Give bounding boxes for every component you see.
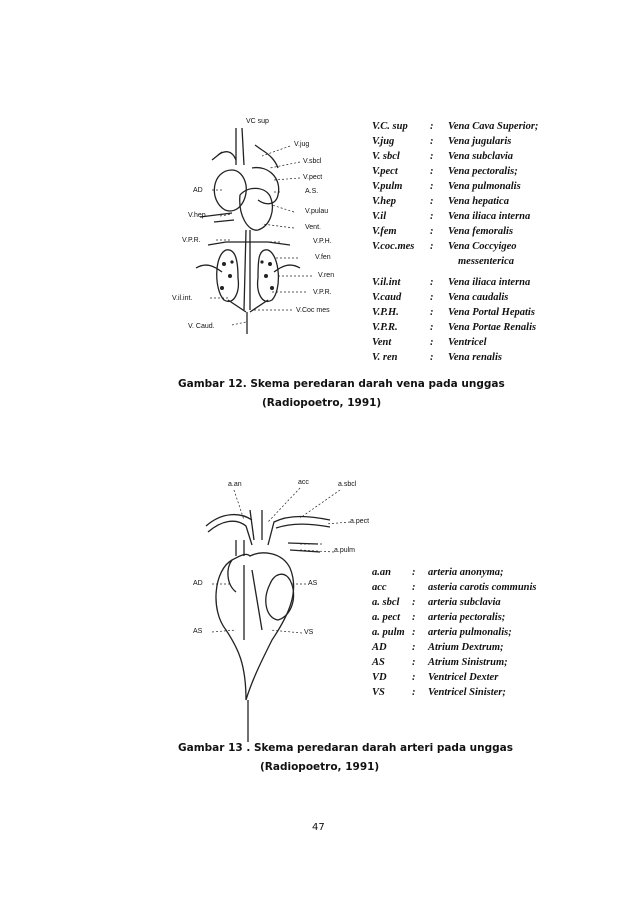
legend-sep: : — [430, 166, 434, 177]
legend-name: Ventricel — [448, 337, 487, 348]
label-v-sbcl: V.sbcl — [303, 158, 322, 165]
legend-name: Vena Coccyigeo — [448, 241, 517, 252]
label-as-right: AS — [308, 580, 318, 587]
legend-sep: : — [430, 241, 434, 252]
label-v-pulau: V.pulau — [305, 208, 329, 215]
legend-sep: : — [430, 151, 434, 162]
figure-13-caption-line2: (Radiopoetro, 1991) — [260, 761, 380, 773]
legend-sep: : — [430, 322, 434, 333]
legend-abbr: Vent — [372, 337, 392, 348]
label-v-coc-mes: V.Coc mes — [296, 307, 330, 314]
label-v-hep: V.hep — [188, 212, 206, 219]
label-ad: AD — [193, 187, 203, 194]
legend-row — [372, 657, 572, 672]
label-v-fen: V.fen — [315, 254, 331, 261]
legend-row — [372, 687, 572, 702]
legend-abbr: V.pect — [372, 166, 398, 177]
legend-sep: : — [412, 567, 416, 578]
legend-abbr: acc — [372, 582, 387, 593]
legend-abbr: V.P.R. — [372, 322, 398, 333]
label-vs: VS — [304, 629, 314, 636]
legend-name: Vena Portal Hepatis — [448, 307, 535, 318]
legend-abbr: V.coc.mes — [372, 241, 415, 252]
legend-sep: : — [430, 337, 434, 348]
legend-sep: : — [412, 672, 416, 683]
figure-12-caption-line2: (Radiopoetro, 1991) — [262, 397, 382, 409]
legend-row — [372, 627, 572, 642]
figure-12-caption-line1: Gambar 12. Skema peredaran darah vena pada unggas — [178, 378, 505, 390]
legend-row — [372, 597, 572, 612]
legend-row — [372, 672, 572, 687]
label-a-pect: a.pect — [350, 518, 370, 525]
legend-abbr: V.jug — [372, 136, 395, 147]
legend-abbr: V.il.int — [372, 277, 401, 288]
label-v-pr: V.P.R. — [182, 237, 201, 244]
label-a-an: a.an — [228, 481, 242, 488]
legend-sep: : — [430, 226, 434, 237]
legend-name: Vena Portae Renalis — [448, 322, 537, 333]
legend-name: Atrium Dextrum; — [428, 642, 504, 653]
legend-name: Atrium Sinistrum; — [428, 657, 508, 668]
legend-sep: : — [430, 211, 434, 222]
legend-sep: : — [430, 352, 434, 363]
legend-name: Vena renalis — [448, 352, 502, 363]
legend-abbr: V.hep — [372, 196, 397, 207]
legend-sep: : — [412, 582, 416, 593]
legend-name: Vena subclavia — [448, 151, 514, 162]
legend-sep: : — [430, 181, 434, 192]
legend-abbr: V.P.H. — [372, 307, 399, 318]
legend-abbr: V.fem — [372, 226, 397, 237]
figure-13-caption-line1: Gambar 13 . Skema peredaran darah arteri pada unggas — [178, 742, 514, 754]
legend-abbr: a. pulm — [372, 627, 405, 638]
legend-sep: : — [412, 597, 416, 608]
legend-name: arteria subclavia — [428, 597, 501, 608]
label-a-sbcl: a.sbcl — [338, 481, 357, 488]
legend-name: arteria anonyma; — [428, 567, 504, 578]
legend-row — [372, 582, 572, 597]
legend-row — [372, 567, 572, 582]
legend-abbr: V. sbcl — [372, 151, 400, 162]
label-a-pulm: a.pulm — [334, 547, 356, 554]
legend-row — [372, 642, 572, 657]
legend-name: Vena iliaca interna — [448, 277, 531, 288]
legend-row — [372, 612, 572, 627]
legend-name: Vena hepatica — [448, 196, 509, 207]
legend-abbr: V. ren — [372, 352, 398, 363]
legend-name: asteria carotis communis — [428, 582, 537, 593]
legend-name: Ventricel Sinister; — [428, 687, 506, 698]
legend-name: Ventricel Dexter — [428, 672, 499, 683]
legend-name: Vena pulmonalis — [448, 181, 521, 192]
page-number: 47 — [312, 822, 325, 833]
label-acc: acc — [298, 479, 309, 486]
label-v-pr-lower: V.P.R. — [313, 289, 332, 296]
legend-abbr: V.C. sup — [372, 121, 408, 132]
legend-abbr: AD — [372, 642, 387, 653]
label-as-left: AS — [193, 628, 203, 635]
legend-sep: : — [412, 687, 416, 698]
legend-abbr: VS — [372, 687, 385, 698]
label-v-caud: V. Caud. — [188, 323, 215, 330]
label-ad: AD — [193, 580, 203, 587]
legend-sep: : — [430, 196, 434, 207]
legend-name: Vena jugularis — [448, 136, 512, 147]
legend-sep: : — [412, 642, 416, 653]
legend-sep: : — [412, 657, 416, 668]
legend-sep: : — [430, 121, 434, 132]
legend-name: Vena pectoralis; — [448, 166, 518, 177]
label-v-ph: V.P.H. — [313, 238, 332, 245]
legend-name: messenterica — [458, 256, 514, 267]
legend-abbr: V.pulm — [372, 181, 403, 192]
figure-13-legend — [372, 567, 572, 702]
label-v-jug: V.jug — [294, 141, 310, 148]
legend-sep: : — [430, 277, 434, 288]
label-v-il-int: V.il.int. — [172, 295, 193, 302]
legend-sep: : — [430, 136, 434, 147]
legend-abbr: a. pect — [372, 612, 400, 623]
legend-abbr: V.il — [372, 211, 387, 222]
legend-name: arteria pectoralis; — [428, 612, 506, 623]
label-vent: Vent. — [305, 224, 321, 231]
legend-abbr: VD — [372, 672, 387, 683]
label-v-ren: V.ren — [318, 272, 335, 279]
legend-abbr: a.an — [372, 567, 391, 578]
legend-name: Vena iliaca interna — [448, 211, 531, 222]
legend-abbr: AS — [372, 657, 385, 668]
legend-sep: : — [412, 612, 416, 623]
legend-abbr: V.caud — [372, 292, 402, 303]
legend-sep: : — [430, 292, 434, 303]
legend-name: Vena Cava Superior; — [448, 121, 539, 132]
label-v-pect: V.pect — [303, 174, 323, 181]
legend-sep: : — [430, 307, 434, 318]
legend-sep: : — [412, 627, 416, 638]
legend-name: Vena femoralis — [448, 226, 514, 237]
legend-abbr: a. sbcl — [372, 597, 400, 608]
legend-name: Vena caudalis — [448, 292, 509, 303]
legend-name: arteria pulmonalis; — [428, 627, 512, 638]
label-vc-sup: VC sup — [246, 118, 269, 125]
label-as: A.S. — [305, 188, 319, 195]
